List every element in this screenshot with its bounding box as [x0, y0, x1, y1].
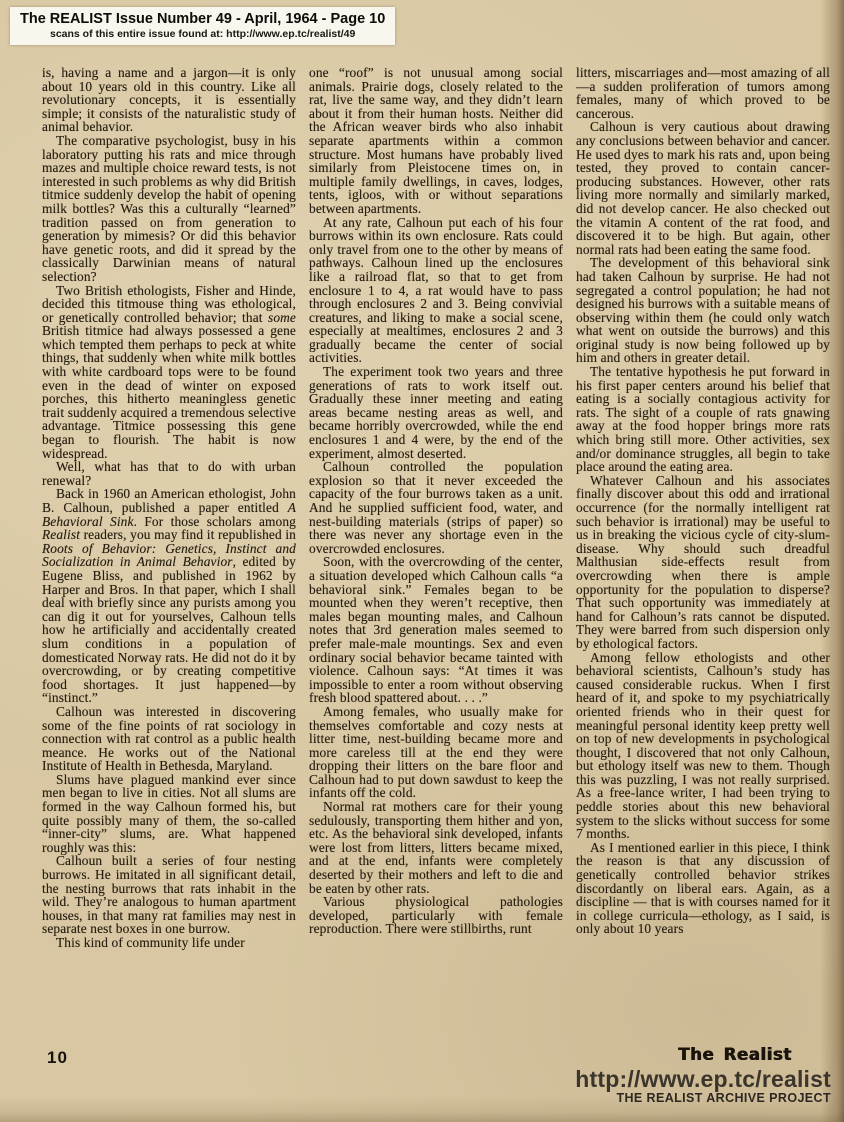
paragraph: Back in 1960 an American ethologist, John B. Calhoun, published a paper entitled A Behavioral Sink. For those scholars among Realist readers, you may find it republished in Roots of Behavior: Genetics, Instinct and Socialization in Animal Behavior, edited by Eugene Bliss, and published in 1962 by Harper and Bros. In that paper, which I shall deal with briefly since any purists among you can dig it out for yourselves, Calhoun tells how he artificially and accidentally created slum conditions in a population of domesticated Norway rats. He did not do it by overcrowding, or by creating competitive food shortages. It just happened—by “instinct.” [42, 486, 296, 706]
paragraph: The experiment took two years and three generations of rats to work itself out. Gradually these inner meeting and eating areas became nesting areas as well, and became horribly overcrowded, while the end enclosures 1 and 4 were, by the end of the experiment, almost deserted. [309, 364, 563, 461]
paragraph: Slums have plagued mankind ever since men began to live in cities. Not all slums are formed in the way Calhoun formed his, but quite possibly many of them, the so-called “inner-city” slums, are. What happened roughly was this: [42, 771, 296, 855]
paragraph: Soon, with the overcrowding of the center, a situation developed which Calhoun calls “a behavioral sink.” Females began to be mounted when they weren’t receptive, then males began mounting males, and Calhoun notes that 3rd generation males seemed to prefer male-male mountings. Sex and even ordinary social behavior became tainted with violence. Calhoun says: “At times it was impossible to enter a room without observing fresh blood spattered about. . . .” [309, 554, 563, 706]
header-subtitle: scans of this entire issue found at: http://www.ep.tc/realist/49 [49, 28, 356, 40]
paragraph: Calhoun controlled the population explosion so that it never exceeded the capacity of the four burrows taken as a unit. And he supplied sufficient food, water, and nest-building materials (strips of paper) so there was never any shortage even in the overcrowded enclosures. [309, 459, 563, 556]
article-column-1 [42, 66, 296, 950]
archive-url: http://www.ep.tc/realist [575, 1066, 831, 1092]
paragraph: is, having a name and a jargon—it is only about 10 years old in this country. Like all revolutionary concepts, it is essentially simple; it consists of the naturalistic study of animal behavior. [42, 65, 296, 135]
paragraph: The comparative psychologist, busy in his laboratory putting his rats and mice through mazes and multiple choice reward tests, is not interested in such problems as why did British titmice suddenly develop the habit of opening milk bottles? Was this a culturally “learned” tradition passed on from generation to generation by mimesis? Or did this behavior have genetic roots, and did it spread by the classically Darwinian means of natural selection? [42, 132, 296, 284]
page-number: 10 [47, 1048, 68, 1067]
paragraph: Calhoun built a series of four nesting burrows. He imitated in all significant detail, the nesting burrows that rats inhabit in the wild. They’re analogous to human apartment houses, in that many rat families may nest in separate nest boxes in one burrow. [42, 853, 296, 937]
paragraph: Normal rat mothers care for their young sedulously, transporting them hither and yon, etc. As the behavioral sink developed, infants were lost from litters, litters became mixed, and at the end, infants were completely deserted by their mothers and left to die and be eaten by other rats. [309, 799, 563, 896]
header-title: The REALIST Issue Number 49 - April, 1964 - Page 10 [20, 11, 386, 27]
paragraph: Calhoun is very cautious about drawing any conclusions between behavior and cancer. He used dyes to mark his rats and, upon being tested, they proved to contain cancer-producing substances. However, other rats living more normally and similarly marked, did not develop cancer. He also checked out the vitamin A content of the rat food, and discovered it to be high. But again, other normal rats had been eating the same food. [576, 119, 830, 257]
paragraph: This kind of community life under [56, 935, 245, 950]
paragraph: Among fellow ethologists and other behavioral scientists, Calhoun’s study has caused considerable ruckus. When I first heard of it, and spoke to my psychiatrically oriented friends who in their quest for meaningful personal identity keep pretty well on top of new developments in psychological thought, I discovered that not only Calhoun, but ethology itself was new to them. Though this was puzzling, I was not really surprised. As a free-lance writer, I had been trying to peddle stories about this new behavioral system to the slicks without success for some 7 months. [576, 649, 830, 842]
magazine-logo: The Realist [678, 1045, 792, 1064]
article-column-2 [309, 66, 563, 950]
paragraph: Calhoun was interested in discovering some of the fine points of rat sociology in connection with rat control as a public health meance. He works out of the National Institute of Health in Bethesda, Maryland. [42, 703, 296, 774]
paragraph: one “roof” is not unusual among social animals. Prairie dogs, closely related to the rat, live the same way, and they didn’t learn about it from their human hosts. Neither did the African weaver birds who also inhabit separate apartments within a common structure. Most humans have probably lived similarly from Pleistocene times on, in multiple family dwellings, in caves, lodges, tents, igloos, with or without separations between apartments. [309, 65, 563, 216]
paragraph: Whatever Calhoun and his associates finally discover about this odd and irrational occurrence (for the normally intelligent rat such behavior is irrational) may be useful to us in breaking the vicious cycle of city-slum-disease. Why should such dreadful Malthusian side-effects result from overcrowding when there is ample opportunity for the population to disperse? That such opportunity was immediately at hand for Calhoun’s rats cannot be disputed. They were barred from such dispersion only by ethological factors. [576, 472, 830, 651]
archive-project-label: THE REALIST ARCHIVE PROJECT [616, 1091, 831, 1105]
article-content [42, 66, 830, 950]
paragraph: Various physiological pathologies developed, particularly with female reproduction. There were stillbirths, runt [309, 894, 563, 937]
article-column-3 [576, 66, 830, 950]
paragraph: The development of this behavioral sink had taken Calhoun by surprise. He had not segregated a control population; he had not designed his burrows with a suitable means of observing within them (he could only watch what went on outside the burrows) and this original study is now being followed up by him and others in greater detail. [576, 255, 830, 366]
paragraph: litters, miscarriages and—most amazing of all—a sudden proliferation of tumors among females, many of which proved to be cancerous. [576, 65, 830, 121]
paragraph: Among females, who usually make for themselves comfortable and cozy nests at litter time, nest-building became more and more careless till at the end they were dropping their litters on the bare floor and Calhoun had to put down sawdust to keep the infants off the cold. [309, 703, 563, 801]
paragraph: The tentative hypothesis he put forward in his first paper centers around his belief that eating is a socially contagious activity for rats. The sight of a couple of rats gnawing away at the food hopper brings more rats which bring still more. Other activities, sex and/or dominance struggles, all begin to take place around the eating area. [576, 364, 830, 475]
paragraph: As I mentioned earlier in this piece, I think the reason is that any discussion of genetically controlled behavior strikes discordantly on liberal ears. Again, as a discipline — that is with courses named for it in college curricula—ethology, as I said, is only about 10 years [576, 839, 830, 937]
paragraph: At any rate, Calhoun put each of his four burrows within its own enclosure. Rats could only travel from one to the other by means of pathways. Calhoun lined up the enclosures like a railroad flat, so that to get from enclosure 1 to 4, a rat would have to pass through enclosures 2 and 3. Being convivial creatures, and liking to make a social scene, especially at mealtimes, enclosures 2 and 3 gradually became the center of social activities. [309, 214, 563, 366]
paragraph: Well, what has that to do with urban renewal? [42, 459, 296, 488]
paragraph: Two British ethologists, Fisher and Hinde, decided this titmouse thing was ethological, or genetically controlled behavior; that some British titmice had always possessed a gene which tempted them perhaps to peck at white things, that suddenly when white milk bottles with white cardboard tops were to be found even in the dead of winter on exposed porches, this hitherto meaningless genetic trait suddenly acquired a tremendous selective advantage. Titmice possessing this gene began to flourish. The habit is now widespread. [42, 282, 296, 461]
header-label [10, 7, 395, 45]
